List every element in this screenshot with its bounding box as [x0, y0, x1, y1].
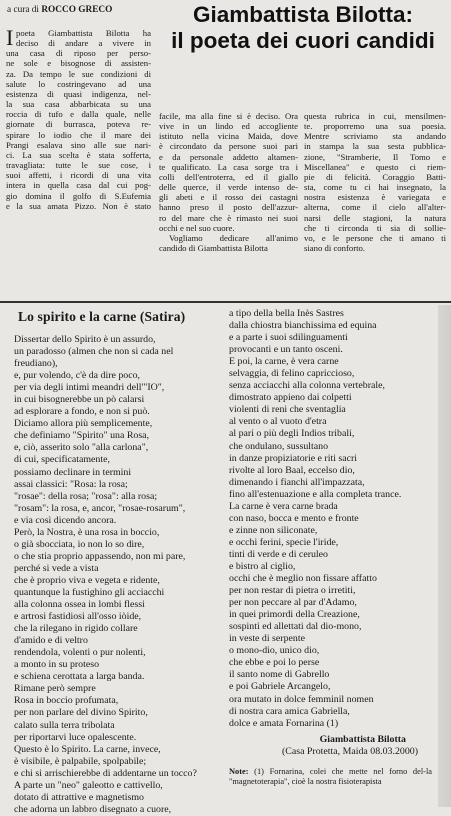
article-line: questa rubrica in cui, mensilmen-: [304, 111, 446, 121]
poem-title: Lo spirito e la carne (Satira): [18, 309, 186, 324]
poem-line: che ebbe e poi lo perse: [229, 657, 320, 669]
poem-line: dimostrato appieno dai colpetti: [229, 392, 352, 404]
poem-line: in quei primordi della Creazione,: [229, 609, 360, 621]
poem-right-lines: [229, 308, 432, 730]
poem-line: fino all'estenuazione e alla completa trance.: [229, 488, 402, 500]
poem-line: che è proprio viva e vegeta e ridente,: [14, 574, 160, 586]
article-section: [0, 0, 451, 312]
poem-line: La carne è vera carne brada: [229, 500, 338, 512]
article-line: za. Da tempo le sue condizioni di: [6, 68, 151, 79]
poem-line: o che stia proprio appassendo, non mi pare,: [14, 550, 186, 562]
headline-line-2: il poeta dei cuori candidi: [171, 28, 435, 53]
poem-line: tinti di verde e di ceruleo: [229, 548, 328, 560]
poem-line: assai classici: "Rosa: la rosa;: [14, 478, 128, 490]
poem-line: in veste di serpente: [229, 633, 305, 645]
poem-column-right: [229, 308, 432, 787]
article-line: siano di conforto.: [304, 243, 366, 254]
article-line: Miscellanea" e questo ci riem-: [304, 161, 446, 172]
poem-line: e, ciò, asserito solo "alla carlona",: [14, 442, 149, 454]
article-line: te qualificato. La casa sorge tra i: [159, 161, 298, 172]
article-column-2: [159, 111, 298, 253]
background-ghost-text: [162, 56, 448, 110]
article-line: occhi e nel suo cuore.: [159, 222, 235, 233]
poem-line: per riportarvi luce opalescente.: [14, 731, 137, 743]
poem-line: quantunque la fustighino gli acciacchi: [14, 586, 165, 598]
article-line: vive in un lindo ed accogliente: [159, 121, 298, 132]
poem-line: e occhi ferini, specie l'iride,: [229, 536, 339, 548]
note-label: Note:: [229, 766, 249, 776]
poem-line: o mono-dio, unico dio,: [229, 645, 320, 657]
poem-line: e a parte i suoi sdilinguamenti: [229, 332, 348, 344]
poem-line: perché si vede a vista: [14, 562, 99, 574]
poem-line: o già sbocciata, io non lo so dire,: [14, 538, 145, 550]
article-line: delle querce, il verde intenso de-: [159, 182, 298, 193]
poem-line: che adorna un labbro disegnato a cuore,: [14, 803, 172, 815]
article-line: una casa di riposo per perso-: [6, 48, 151, 59]
poem-line: e schiena cerottata a larga banda.: [14, 671, 145, 683]
article-line: nostra esistenza è variegata e: [304, 192, 446, 203]
article-line: facile, ma alla fine si è deciso. Ora: [159, 111, 298, 121]
byline-prefix: a cura di: [7, 5, 40, 15]
byline: [7, 5, 112, 16]
poem-line: di cui, specificatamente,: [14, 454, 110, 466]
poem-place-date: (Casa Protetta, Maida 08.03.2000): [281, 745, 418, 757]
poem-line: è visibile, è palpabile, spolpabile;: [14, 755, 147, 767]
article-line: travagliata: tutte le sue cose, i: [6, 160, 151, 171]
poem-line: ad esplorare a fondo, e non si può.: [14, 406, 150, 418]
poem-signature: Giambattista Bilotta: [319, 733, 406, 745]
poem-line: che la rilegano in rigido collare: [14, 623, 138, 635]
article-line: candido di Giambattista Bilotta: [159, 243, 268, 254]
poem-line: e, pur volendo, c'è da dire poco,: [14, 370, 140, 382]
poem-line: in cui bisognerebbe un pò calarsi: [14, 394, 145, 406]
poem-line: possiamo declinare in termini: [14, 466, 132, 478]
poem-line: un paradosso (almen che non si cada nel: [14, 346, 174, 358]
poem-line: dimenando i fianchi all'impazzata,: [229, 476, 365, 488]
poem-line: d'amido e di veltro: [14, 635, 88, 647]
poem-line: il santo nome di Gabrello: [229, 669, 330, 681]
article-line: in stampa la sua sesta pubblica-: [304, 141, 446, 152]
poem-line: per non parlare del divino Spirito,: [14, 707, 148, 719]
article-line: ci. La sua scelta è stata sofferta,: [6, 149, 151, 160]
poem-line: al vento o al vuoto d'etra: [229, 416, 327, 428]
article-column-1: [6, 25, 151, 211]
poem-line: con naso, bocca e mento e fronte: [229, 512, 359, 524]
poem-line: provocanti e un tanto osceni.: [229, 344, 343, 356]
poem-line: freudiano),: [14, 358, 58, 370]
article-line: ro del mare che è rimasto nei suoi: [159, 212, 298, 223]
article-column-3: [304, 111, 446, 253]
article-line: suoi affetti, i ricordi di una vita: [6, 170, 151, 181]
article-line: Vogliamo dedicare all'animo: [169, 232, 298, 243]
poem-line: e bistro al ciglio,: [229, 560, 296, 572]
poem-column-left: [14, 334, 219, 816]
poem-line: E poi, la carne, è vera carne: [229, 356, 339, 368]
poem-line: Rosa in boccio profumata,: [14, 695, 119, 707]
headline-line-1: Giambattista Bilotta:: [192, 2, 414, 27]
article-line: giornate di burrasca, poteva re-: [6, 119, 151, 130]
poem-line: di nostra cara amica Gabriella,: [229, 705, 350, 717]
article-line: e la sua amata Pizzo. Non è stato: [6, 200, 151, 211]
article-line: gli abeti e il rosso dei castagni: [159, 192, 298, 203]
poem-line: e poi Gabriele Arcangelo,: [229, 681, 331, 693]
poem-line: violenti di reni che sventaglia: [229, 404, 346, 416]
poem-line: "rosam": la rosa, e, ancor, "rosae-rosarum",: [14, 502, 186, 514]
article-line: narsi delle stagioni, la natura: [304, 212, 446, 223]
byline-author: ROCCO GRECO: [41, 5, 113, 15]
article-line: deciso di andare a vivere in: [16, 38, 151, 49]
drop-cap: I: [6, 25, 14, 50]
poem-line: in danze propiziatorie e riti sacri: [229, 452, 358, 464]
article-line: vo, e le persone che ti amano ti: [304, 232, 446, 243]
poem-line: e via così dicendo ancora.: [14, 514, 117, 526]
poem-line: A parte un "neo" galeotto e cattivello,: [14, 779, 163, 791]
article-line: poeta Giambattista Bilotta ha: [16, 28, 151, 38]
poem-section: [0, 303, 438, 815]
poem-line: che definiamo "Spirito" una Rosa,: [14, 430, 150, 442]
article-line: Prangi esalava sino alle sue nari-: [6, 139, 151, 150]
article-line: salute lo costringevano ad una: [6, 78, 151, 89]
poem-line: per via degli intimi meandri dell'"IO",: [14, 382, 165, 394]
poem-line: senza acciacchi alla colonna vertebrale,: [229, 380, 385, 392]
poem-line: a monto in su proteso: [14, 659, 100, 671]
poem-line: Diciamo allora più semplicemente,: [14, 418, 153, 430]
adjacent-page-strip: [438, 305, 451, 807]
article-line: roccia di tufo e dalla quale, nelle: [6, 109, 151, 120]
poem-line: rivolte al loro Baal, eccelso dio,: [229, 464, 355, 476]
article-line: Mentre scriviamo sta andando: [304, 131, 446, 142]
poem-line: sospinti ed allettati dal dio-mono,: [229, 621, 362, 633]
article-line: gio domina il golfo di S.Eufemia: [6, 190, 151, 201]
poem-line: a tipo della bella Inès Sastres: [229, 308, 344, 319]
poem-line: selvaggia, di felino capriccioso,: [229, 368, 355, 380]
poem-line: Però, la Nostra, è una rosa in boccio,: [14, 526, 160, 538]
article-headline: [158, 2, 448, 54]
article-line: sta, come tu ci hai insegnato, la: [304, 182, 446, 193]
poem-line: alla colonna ossea in lombi flessi: [14, 599, 145, 611]
poem-line: rendendola, volenti o pur nolenti,: [14, 647, 146, 659]
article-line: te. proporremo una sua poesia.: [304, 121, 446, 132]
article-line: che ti circonda ti sia di sollie-: [304, 222, 446, 233]
poem-line: al pari o più degli Indios tribali,: [229, 428, 355, 440]
poem-line: occhi che è meglio non fissare affatto: [229, 573, 377, 585]
article-line: è circondato da persone suoi pari: [159, 141, 298, 152]
article-line: alterna, come il cielo all'alter-: [304, 202, 446, 213]
article-line: esistenza di quasi indigenza, nel-: [6, 88, 151, 99]
poem-line: che ondulano, sussultano: [229, 440, 329, 452]
poem-line: dalla chiostra bianchissima ed equina: [229, 320, 377, 332]
poem-line: "rosae": della rosa; "rosa": alla rosa;: [14, 490, 158, 502]
article-line: e da personale addetto altamen-: [159, 151, 298, 162]
article-line: zione, "Stramberie, Il Tomo e: [304, 151, 446, 162]
article-line: ne sole e bisognose di assisten-: [6, 58, 151, 69]
article-line: istituto nella vicina Maida, dove: [159, 131, 298, 142]
poem-line: per non restar di pietra o irretiti,: [229, 585, 356, 597]
poem-line: e artrosi fastidiosi all'osso iòide,: [14, 611, 142, 623]
poem-line: Dissertar dello Spirito è un assurdo,: [14, 334, 156, 345]
poem-line: dotato di attrattive e magnetismo: [14, 791, 144, 803]
poem-line: e chi si arrischierebbe di addentarne un tocco?: [14, 767, 197, 779]
article-line: pie di felicità. Coraggio Batti-: [304, 171, 446, 182]
poem-line: ora mutato in dolce femminil nomen: [229, 693, 374, 705]
article-line: colli dell'entroterra, ed il giallo: [159, 171, 298, 182]
poem-line: Questo è lo Spirito. La carne, invece,: [14, 743, 161, 755]
article-line: spirare lo iodio che il mare dei: [6, 129, 151, 140]
note-text: (1) Fornarina, colei che mette nel forno del-la "magnetoterapia", cioè la nostra fisioterapista: [229, 766, 432, 786]
article-line: intera in quella casa dal cui pog-: [6, 180, 151, 191]
poem-line: calato sulla terra tribolata: [14, 719, 115, 731]
poem-line: dolce e amata Fornarina (1): [229, 717, 339, 729]
article-line: la sua casa abbarbicata su una: [6, 99, 151, 110]
poem-line: per non peccare al par d'Adamo,: [229, 597, 357, 609]
poem-line: Rimane però sempre: [14, 683, 96, 695]
poem-note: [229, 767, 432, 787]
article-line: hanno preso il posto dell'azzur-: [159, 202, 298, 213]
poem-line: e zinne non siliconate,: [229, 524, 318, 536]
